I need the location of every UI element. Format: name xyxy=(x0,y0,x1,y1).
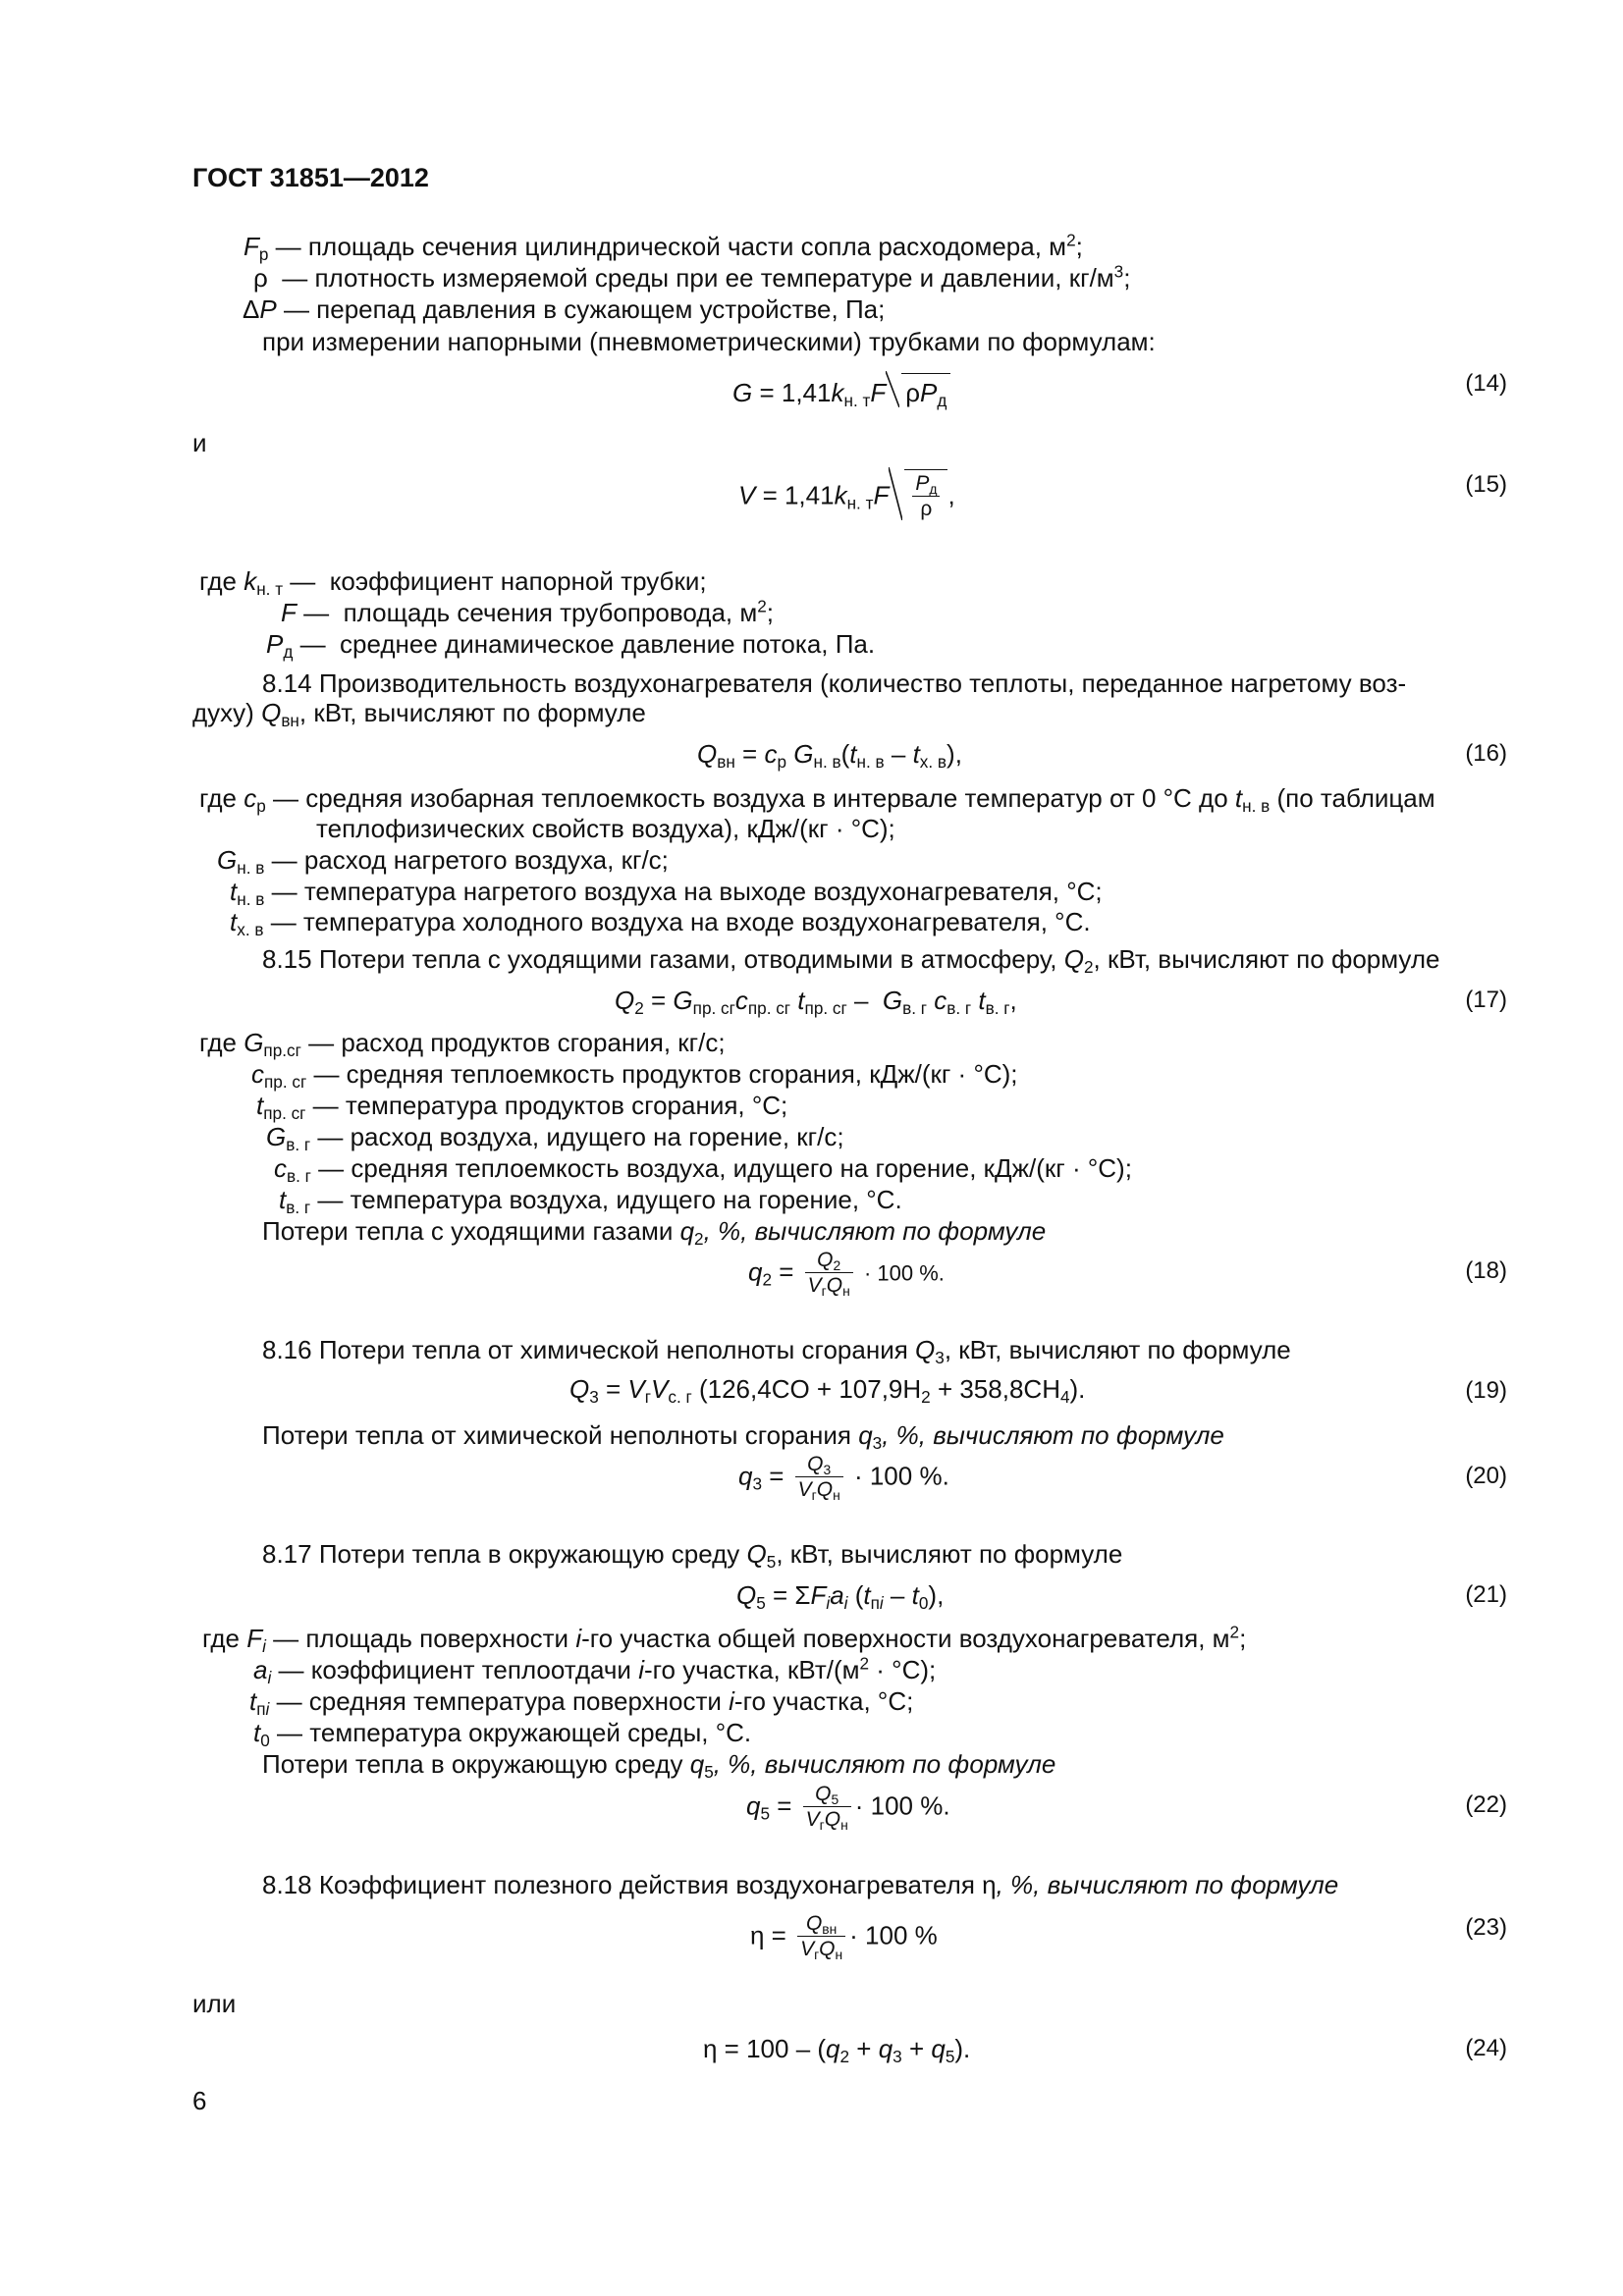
def-gprsg: где $G_{пр.сг}$ — расход продуктов сгорания, кг/с; xyxy=(199,1028,726,1061)
section-8-14: 8.14 Производительность воздухонагревателя (количество теплоты, переданное нагретому воз- xyxy=(262,668,1407,698)
def-txv: $t_{х. в}$ — температура холодного воздуха на входе воздухонагревателя, °С. xyxy=(230,907,1091,940)
def-tnv: $t_{н. в}$ — температура нагретого воздуха на выходе воздухонагревателя, °С; xyxy=(230,877,1103,910)
page-number: 6 xyxy=(192,2086,207,2115)
eq-number-21: (21) xyxy=(1465,1581,1507,1608)
conjunction-or: или xyxy=(192,1989,237,2018)
def-pd: $P_д$ — среднее динамическое давление потока, Па. xyxy=(266,629,876,663)
def-knt: где $k_{н. т}$ — коэффициент напорной трубки; xyxy=(199,566,707,600)
def-gvg: $G_{в. г}$ — расход воздуха, идущего на горение, кг/с; xyxy=(266,1122,844,1155)
document-header: ГОСТ 31851—2012 xyxy=(192,163,429,192)
eq-number-15: (15) xyxy=(1465,471,1507,498)
def-cvg: $c_{в. г}$ — средняя теплоемкость воздуха, идущего на горение, кДж/(кг · °С); xyxy=(274,1153,1132,1187)
equation-18: $q_2$ = $\frac{Q_2}{V_гQ_н}$ · 100 %. xyxy=(748,1249,945,1300)
def-cprsg: $c_{пр. сг}$ — средняя теплоемкость продуктов сгорания, кДж/(кг · °С); xyxy=(251,1059,1018,1093)
def-tpi: $t_{пi}$ — средняя температура поверхности i-го участка, °С; xyxy=(249,1686,914,1720)
equation-20: $q_3$ = $\frac{Q_3}{V_гQ_н}$ · 100 %. xyxy=(738,1453,949,1504)
eq-number-24: (24) xyxy=(1465,2035,1507,2061)
equation-24: $\eta = 100 - (q_2 + q_3 + q_5)$. xyxy=(703,2034,971,2067)
section-8-16: 8.16 Потери тепла от химической неполноты сгорания $Q_3$, кВт, вычисляют по формуле xyxy=(262,1335,1291,1368)
def-fr: $F_р$ — площадь сечения цилиндрической части сопла расходомера, $м^2$; xyxy=(243,230,1083,265)
def-tprsg: $t_{пр. сг}$ — температура продуктов сгорания, °С; xyxy=(256,1091,788,1124)
eq-number-16: (16) xyxy=(1465,740,1507,767)
def-cp-cont: теплофизических свойств воздуха), кДж/(кг · °С); xyxy=(316,814,895,843)
def-tvg: $t_{в. г}$ — температура воздуха, идущего на горение, °С. xyxy=(279,1185,902,1218)
section-8-17: 8.17 Потери тепла в окружающую среду $Q_5$, кВт, вычисляют по формуле xyxy=(262,1539,1123,1573)
eq-number-14: (14) xyxy=(1465,370,1507,397)
section-8-18: 8.18 Коэффициент полезного действия воздухонагревателя η, %, вычисляют по формуле xyxy=(262,1870,1339,1899)
equation-17: $Q_2 = G_{пр. сг}c_{пр. сг}$ $t_{пр. сг} - G_{в. г}$ $c_{в. г}$ $t_{в. г}$, xyxy=(615,986,1017,1019)
section-8-14-cont: духу) $Q_{вн}$, кВт, вычисляют по формуле xyxy=(192,698,646,731)
q3-intro: Потери тепла от химической неполноты сгорания $q_3$, %, вычисляют по формуле xyxy=(262,1420,1224,1454)
eq-number-20: (20) xyxy=(1465,1463,1507,1489)
equation-14: $G = 1,41k_{н. т}F$ $\rho P_д$ xyxy=(732,373,950,409)
q2-intro: Потери тепла с уходящими газами $q_2$, %, вычисляют по формуле xyxy=(262,1216,1047,1250)
eq-number-17: (17) xyxy=(1465,987,1507,1013)
equation-21: $Q_5 = \Sigma F_ia_i$ $(t_{пi} - t_0)$, xyxy=(736,1580,945,1614)
pitot-intro: при измерении напорными (пневмометрическими) трубками по формулам: xyxy=(262,327,1156,356)
def-fi: где $F_i$ — площадь поверхности i-го участка общей поверхности воздухонагревателя, $м^2$; xyxy=(202,1622,1247,1657)
def-rho: ρ — плотность измеряемой среды при ее температуре и давлении, $кг/м^3$; xyxy=(253,261,1131,293)
eq-number-22: (22) xyxy=(1465,1791,1507,1818)
def-ai: $a_i$ — коэффициент теплоотдачи i-го участка, кВт/$(м^2 \cdot ^\circ С)$; xyxy=(253,1653,937,1688)
section-8-15: 8.15 Потери тепла с уходящими газами, отводимыми в атмосферу, $Q_2$, кВт, вычисляют по формуле xyxy=(262,944,1440,978)
eq-number-23: (23) xyxy=(1465,1914,1507,1941)
equation-22: $q_5$ = $\frac{Q_5}{V_гQ_н}$ · 100 %. xyxy=(746,1783,950,1834)
def-dp: ΔP — перепад давления в сужающем устройстве, Па; xyxy=(243,294,886,324)
eq-number-19: (19) xyxy=(1465,1377,1507,1404)
eq-number-18: (18) xyxy=(1465,1257,1507,1284)
def-cp: где $c_р$ — средняя изобарная теплоемкость воздуха в интервале температур от 0 °С до $t_{н. в}$ (по таблицам xyxy=(199,783,1435,817)
equation-16: $Q_{вн} = c_р$ $G_{н. в}(t_{н. в} - t_{х. в})$, xyxy=(697,739,962,773)
def-t0: $t_0$ — температура окружающей среды, °С. xyxy=(253,1718,752,1751)
equation-19: $Q_3 = V_гV_{с. г}$ $(126,4CO + 107,9H_2 + 358,8CH_4)$. xyxy=(569,1374,1086,1408)
conjunction-and: и xyxy=(192,428,207,457)
equation-15: $V = 1,41k_{н. т}F$ $\frac{P_д}{\rho}$ , xyxy=(738,469,955,522)
q5-intro: Потери тепла в окружающую среду $q_5$, %, вычисляют по формуле xyxy=(262,1749,1056,1783)
def-gnv: $G_{н. в}$ — расход нагретого воздуха, кг/с; xyxy=(217,845,669,879)
def-f: F — площадь сечения трубопровода, $м^2$; xyxy=(281,596,775,627)
equation-23: η = $\frac{Q_{вн}}{V_гQ_н}$ · 100 % xyxy=(750,1912,938,1963)
